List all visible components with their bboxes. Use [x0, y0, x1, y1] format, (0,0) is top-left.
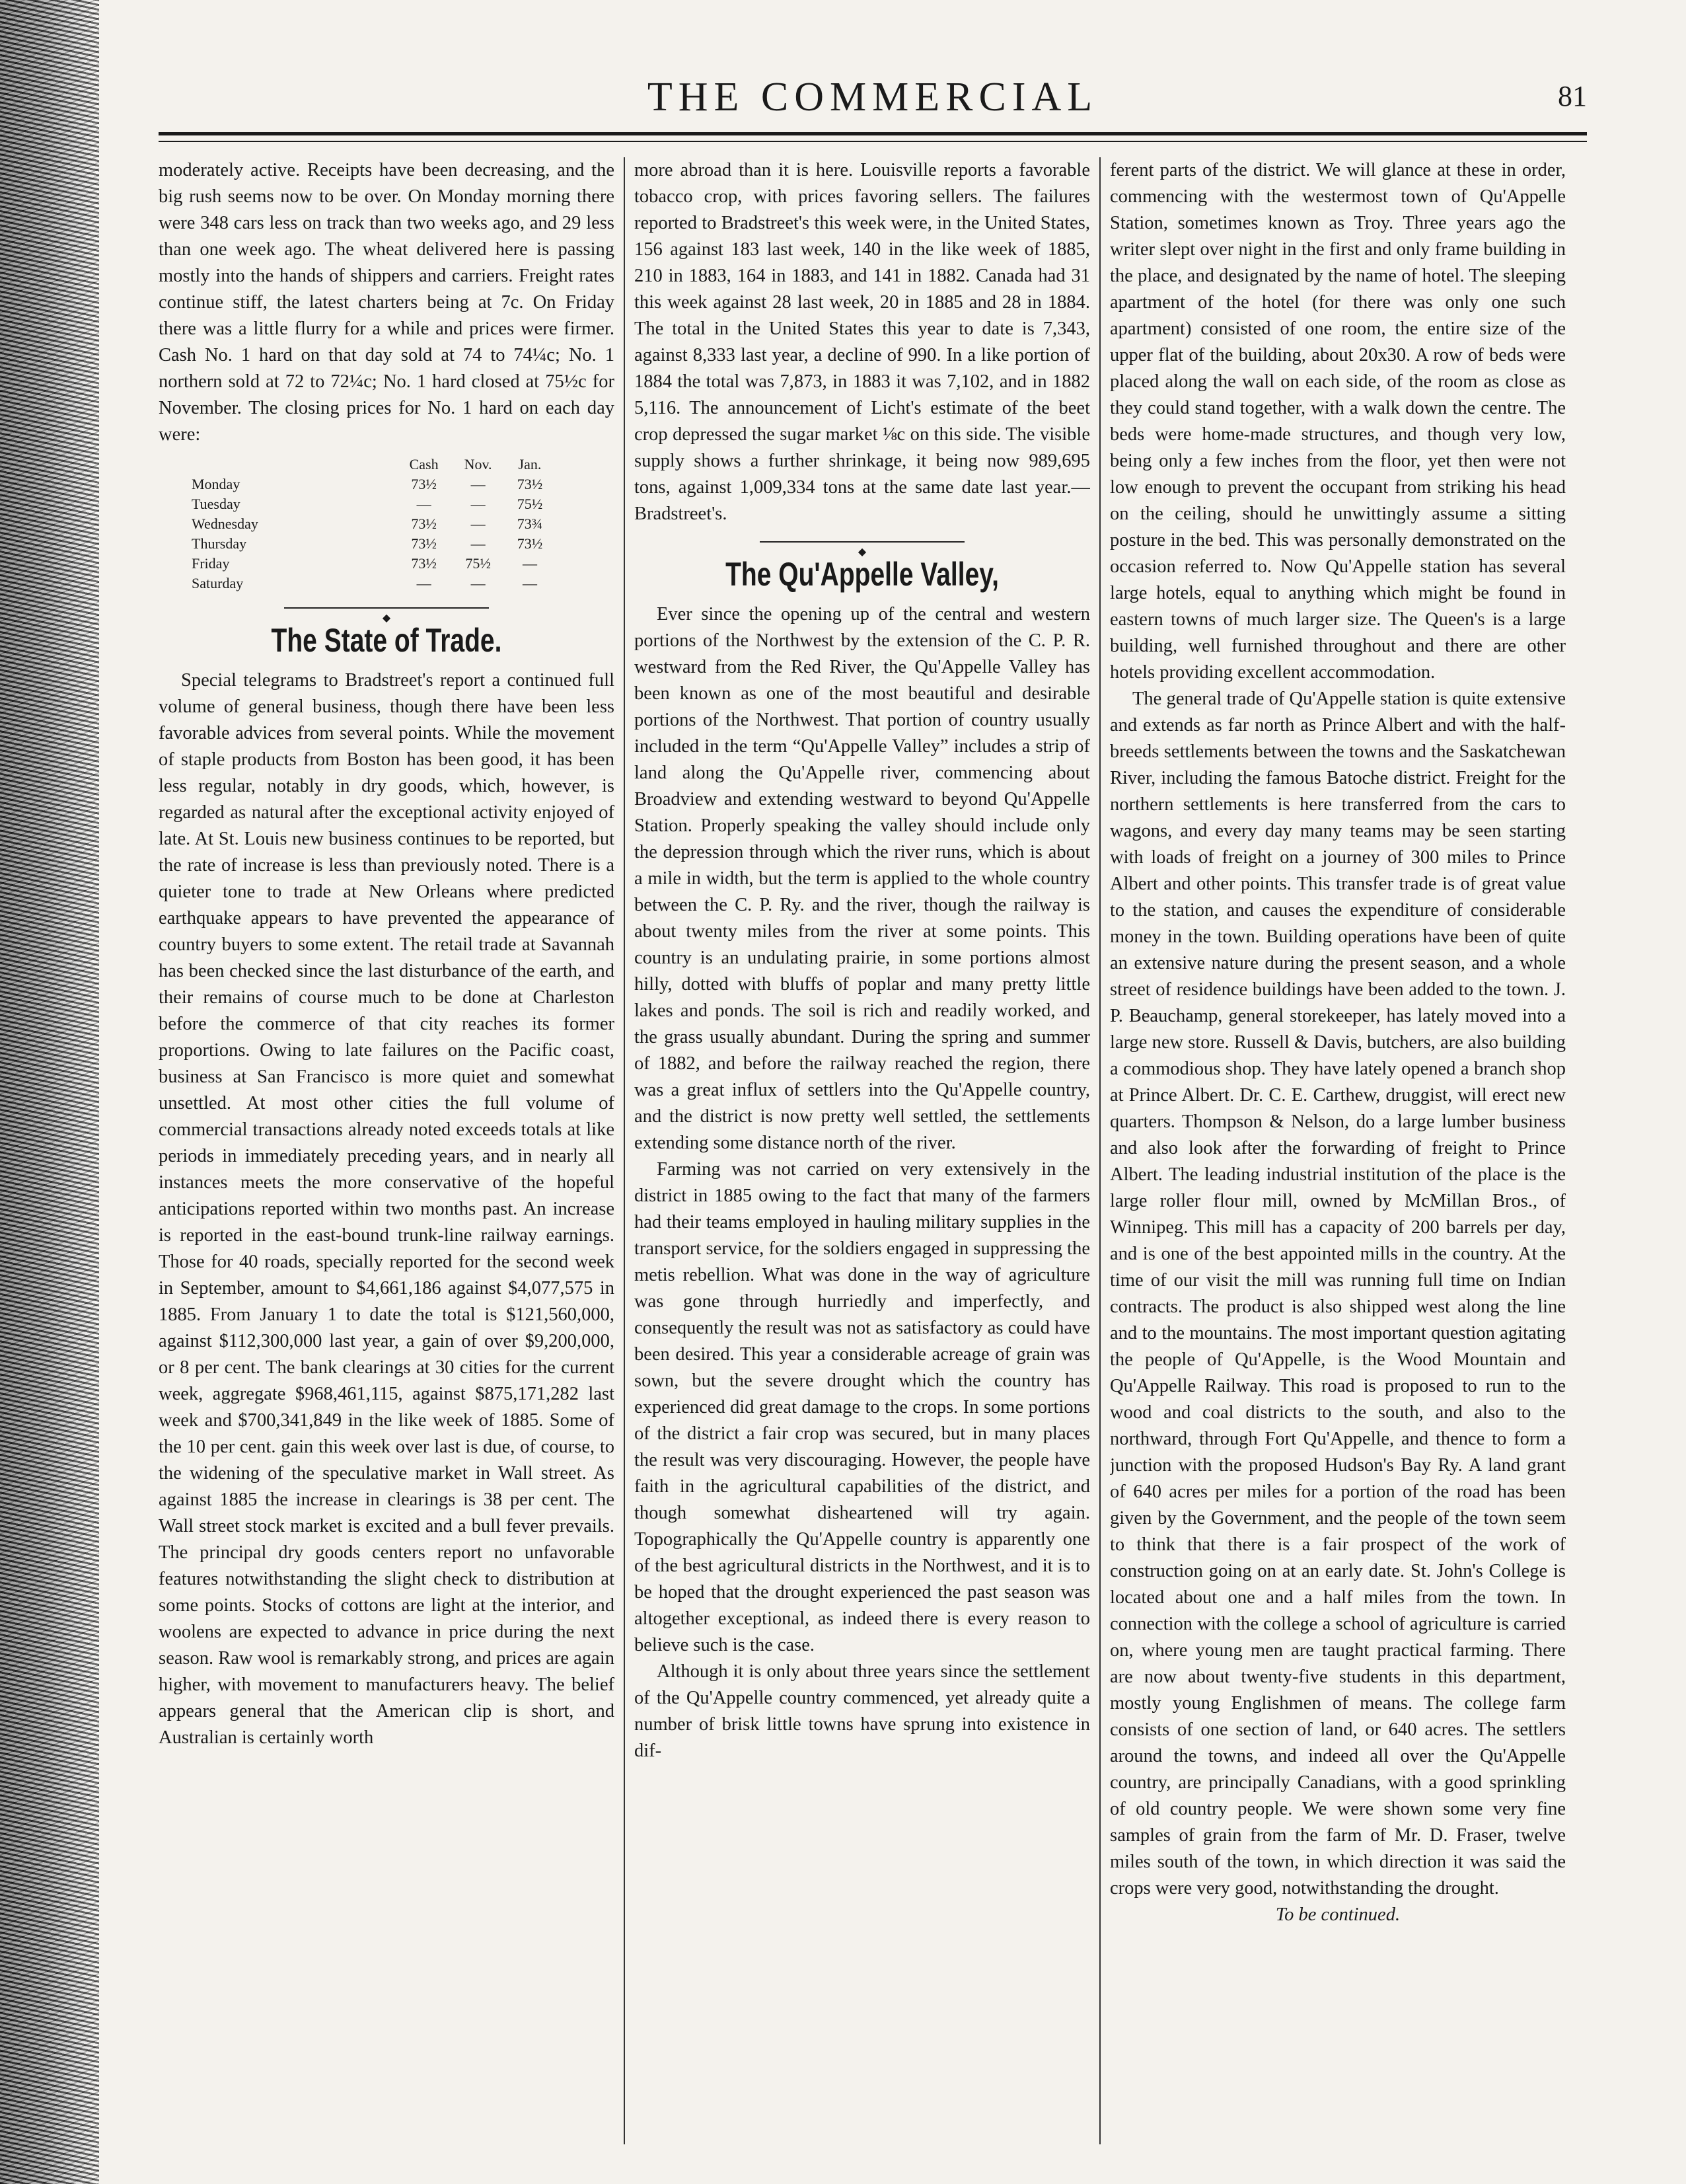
cash-cell: 73½ [411, 476, 437, 492]
column-3 [1110, 157, 1566, 2144]
nov-cell: — [470, 476, 486, 492]
price-table-header-cell: Cash [409, 456, 439, 472]
day-cell: Friday [192, 555, 230, 572]
nov-cell: — [470, 535, 486, 552]
article-paragraph: Farming was not carried on very extensively in the district in 1885 owing to the fact that many of the farmers had their teams employed in hauling military supplies in the transport service, for the soldiers engaged in suppressing the metis rebellion. What was done in the way of agriculture was gone through hurriedly and imperfectly, and consequently the result was not as satisfactory as could have been desired. This year a considerable acreage of grain was sown, but the severe drought which the country has experienced did great damage to the crops. In some portions of the district a fair crop was secured, but in many places the result was very discouraging. However, the people have faith in the agricultural capabilities of the district, and though somewhat disheartened will try again. Topographically the Qu'Appelle country is apparently one of the best agricultural districts in the Northwest, and it is to be hoped that the drought experienced the past season was altogether exceptional, as indeed there is every reason to believe such is the case. [634, 1159, 1090, 1655]
cash-cell: 73½ [411, 515, 437, 532]
page-number: 81 [1558, 80, 1587, 112]
cash-cell: 73½ [411, 535, 437, 552]
masthead: THE COMMERCIAL [647, 75, 1099, 120]
article-paragraph: Special telegrams to Bradstreet's report a continued full volume of general business, though there have been less favorable advices from several points. While the movement of staple products from Boston has been good, it has been less regular, notably in dry goods, which, however, is regarded as natural after the exceptional activity enjoyed of late. At St. Louis new business continues to be reported, but the rate of increase is less than previously noted. There is a quieter tone to trade at New Orleans where predicted earthquake appears to have prevented the appearance of country buyers to some extent. The retail trade at Savannah has been checked since the last disturbance of the earth, and their remains of course much to be done at Charleston before the commerce of that city reaches its former proportions. Owing to late failures on the Pacific coast, business at San Francisco is more quiet and somewhat unsettled. At most other cities the full volume of commercial transactions already noted exceeds totals at like periods in immediately preceding years, and in nearly all instances meets the more conservative of the hopeful anticipations reported within two months past. An increase is reported in the east-bound trunk-line railway earnings. Those for 40 roads, specially reported for the second week in September, amount to $4,661,186 against $4,077,575 in 1885. From January 1 to date the total is $121,560,000, against $112,300,000 last year, a gain of over $9,200,000, or 8 per cent. The bank clearings at 30 cities for the current week, aggregate $968,461,115, against $875,171,282 last week and $700,341,849 in the like week of 1885. Some of the 10 per cent. gain this week over last is due, of course, to the widening of the speculative market in Wall street. As against 1885 the increase in clearings is 38 per cent. The Wall street stock market is excited and a bull fever prevails. The principal dry goods centers report no unfavorable features notwithstanding the slight check to distribution at some points. Stocks of cottons are light at the interior, and woolens are expected to advance in price during the next season. Raw wool is remarkably strong, and prices are again higher, with movement to manufacturers heavy. The belief appears general that the American clip is short, and Australian is certainly worth [159, 670, 614, 1748]
cash-cell: 73½ [411, 555, 437, 572]
day-cell: Thursday [192, 535, 247, 552]
header-rule-thin [159, 141, 1587, 142]
jan-cell: — [522, 575, 537, 591]
market-report-paragraph: moderately active. Receipts have been decreasing, and the big rush seems now to be over. On Monday morning there were 348 cars less on track than two weeks ago, and 29 less than one week ago. The wheat delivered here is passing mostly into the hands of shippers and carriers. Freight rates continue stiff, the latest charters being at 7c. On Friday there was a little flurry for a while and prices were firmer. Cash No. 1 hard on that day sold at 74 to 74¼c; No. 1 northern sold at 72 to 72¼c; No. 1 hard closed at 75½c for November. The closing prices for No. 1 hard on each day were: [159, 160, 614, 445]
section-ornament: ◆ [634, 537, 1090, 547]
article-heading-quappelle-valley: The Qu'Appelle Valley, [725, 556, 999, 593]
day-cell: Tuesday [192, 496, 240, 512]
header-rule-thick [159, 132, 1587, 135]
table-row [185, 574, 555, 593]
price-table [185, 455, 555, 593]
day-cell: Wednesday [192, 515, 258, 532]
article-paragraph: Although it is only about three years since the settlement of the Qu'Appelle country commenced, yet already quite a number of brisk little towns have sprung into existence in dif- [634, 1661, 1090, 1761]
column-divider-2 [1099, 157, 1101, 2144]
day-cell: Saturday [192, 575, 244, 591]
article-paragraph: ferent parts of the district. We will glance at these in order, commencing with the westermost town of Qu'Appelle Station, sometimes known as Troy. Three years ago the writer slept over night in the first and only frame building in the place, and designated by the name of hotel. The sleeping apartment of the hotel (for there was only one such apartment) consisted of one room, the entire size of the upper flat of the building, about 20x30. A row of beds were placed along the wall on each side, of the room as close as they could stand together, with a walk down the centre. The beds were home-made structures, and though very low, being only a few inches from the floor, yet then were not low enough to prevent the occupant from striking his head on the ceiling, should he unwittingly assume a sitting posture in the bed. This was personally demonstrated on the occasion referred to. Now Qu'Appelle station has several large hotels, equal to anything which might be found in eastern towns of much larger size. The Queen's is a large building, well furnished throughout and there are other hotels providing excellent accommodation. [1110, 160, 1566, 683]
price-table-header [185, 455, 555, 474]
article-heading-state-of-trade: The State of Trade. [271, 622, 502, 659]
table-row [185, 494, 555, 514]
jan-cell: 73½ [517, 535, 543, 552]
section-ornament: ◆ [159, 603, 614, 613]
cash-cell: — [416, 575, 431, 591]
column-divider-1 [624, 157, 625, 2144]
nov-cell: — [470, 496, 486, 512]
jan-cell: 73½ [517, 476, 543, 492]
table-row [185, 474, 555, 494]
price-table-header-cell: Nov. [464, 456, 492, 472]
running-head [159, 74, 1587, 127]
nov-cell: — [470, 515, 486, 532]
jan-cell: 75½ [517, 496, 543, 512]
jan-cell: — [522, 555, 537, 572]
table-row [185, 554, 555, 574]
jan-cell: 73¾ [517, 515, 543, 532]
table-row [185, 534, 555, 554]
day-cell: Monday [192, 476, 240, 492]
continued-note: To be continued. [1275, 1904, 1401, 1925]
article-paragraph: Ever since the opening up of the central and western portions of the Northwest by the extension of the C. P. R. westward from the Red River, the Qu'Appelle Valley has been known as one of the most beautiful and desirable portions of the Northwest. That portion of country usually included in the term “Qu'Appelle Valley” includes a strip of land along the Qu'Appelle river, commencing about Broadview and extending westward to beyond Qu'Appelle Station. Properly speaking the valley should include only the depression through which the river runs, which is about a mile in width, but the term is applied to the whole country between the C. P. Ry. and the river, though the railway is about twenty miles from the river at some points. This country is an undulating prairie, in some portions almost hilly, dotted with bluffs of poplar and many pretty little lakes and ponds. The soil is rich and readily worked, and the grass usually abundant. During the spring and summer of 1882, and before the railway reached the region, there was a great influx of settlers into the Qu'Appelle country, and the district is now pretty well settled, the settlements extending some distance north of the river. [634, 604, 1090, 1153]
article-paragraph: The general trade of Qu'Appelle station is quite extensive and extends as far north as Prince Albert and with the half-breeds settlements between the towns and the Saskatchewan River, including the famous Batoche district. Freight for the northern settlements is here transferred from the cars to wagons, and every day many teams may be seen starting with loads of freight on a journey of 300 miles to Prince Albert and other points. This transfer trade is of great value to the station, and causes the expenditure of considerable money in the town. Building operations have been of quite an extensive nature during the present season, and a whole street of residence buildings have been added to the town. J. P. Beauchamp, general storekeeper, has lately moved into a large new store. Russell & Davis, butchers, are also building a commodious shop. They have lately opened a branch shop at Prince Albert. Dr. C. E. Carthew, druggist, will erect new quarters. Thompson & Nelson, do a large lumber business and also look after the forwarding of freight to Prince Albert. The leading industrial institution of the place is the large roller flour mill, owned by McMillan Bros., of Winnipeg. This mill has a capacity of 200 barrels per day, and is one of the best appointed mills in the country. At the time of our visit the mill was running full time on Indian contracts. The product is also shipped west along the line and to the mountains. The most important question agitating the people of Qu'Appelle, is the Wood Mountain and Qu'Appelle Railway. This road is proposed to run to the wood and coal districts to the south, and also to the northward, through Fort Qu'Appelle, and thence to form a junction with the proposed Hudson's Bay Ry. A land grant of 640 acres per miles for a portion of the road has been given by the Government, and the people of the town seem to think that there is a fair prospect of the work of construction going on at an early date. St. John's College is located about one and a half miles from the town. In connection with the college a school of agriculture is carried on, where young men are taught practical farming. There are now about twenty-five students in this department, mostly young Englishmen of means. The college farm consists of one section of land, or 640 acres. The settlers around the towns, and indeed all over the Qu'Appelle country, are principally Canadians, with a good sprinkling of old country people. We were shown some very fine samples of grain from the farm of Mr. D. Fraser, twelve miles south of the town, in which direction it was said the crops were very good, notwithstanding the drought. [1110, 689, 1566, 1899]
binding-edge [0, 0, 99, 2184]
nov-cell: 75½ [465, 555, 491, 572]
price-table-header-cell: Jan. [518, 456, 542, 472]
article-paragraph: more abroad than it is here. Louisville reports a favorable tobacco crop, with prices favoring sellers. The failures reported to Bradstreet's this week were, in the United States, 156 against 183 last week, 140 in the like week of 1885, 210 in 1883, 164 in 1883, and 141 in 1882. Canada had 31 this week against 28 last week, 20 in 1885 and 28 in 1884. The total in the United States this year to date is 7,343, against 8,333 last year, a decline of 990. In a like portion of 1884 the total was 7,873, in 1883 it was 7,102, and in 1882 5,116. The announcement of Licht's estimate of the beet crop depressed the sugar market ⅛c on this side. The visible supply shows a further shrinkage, it being now 989,695 tons, against 1,009,334 tons at the same date last year.—Bradstreet's. [634, 160, 1090, 524]
nov-cell: — [470, 575, 486, 591]
price-table-header-cell [185, 455, 396, 474]
table-row [185, 514, 555, 534]
cash-cell: — [416, 496, 431, 512]
column-1 [159, 157, 614, 2144]
column-2 [634, 157, 1090, 2144]
